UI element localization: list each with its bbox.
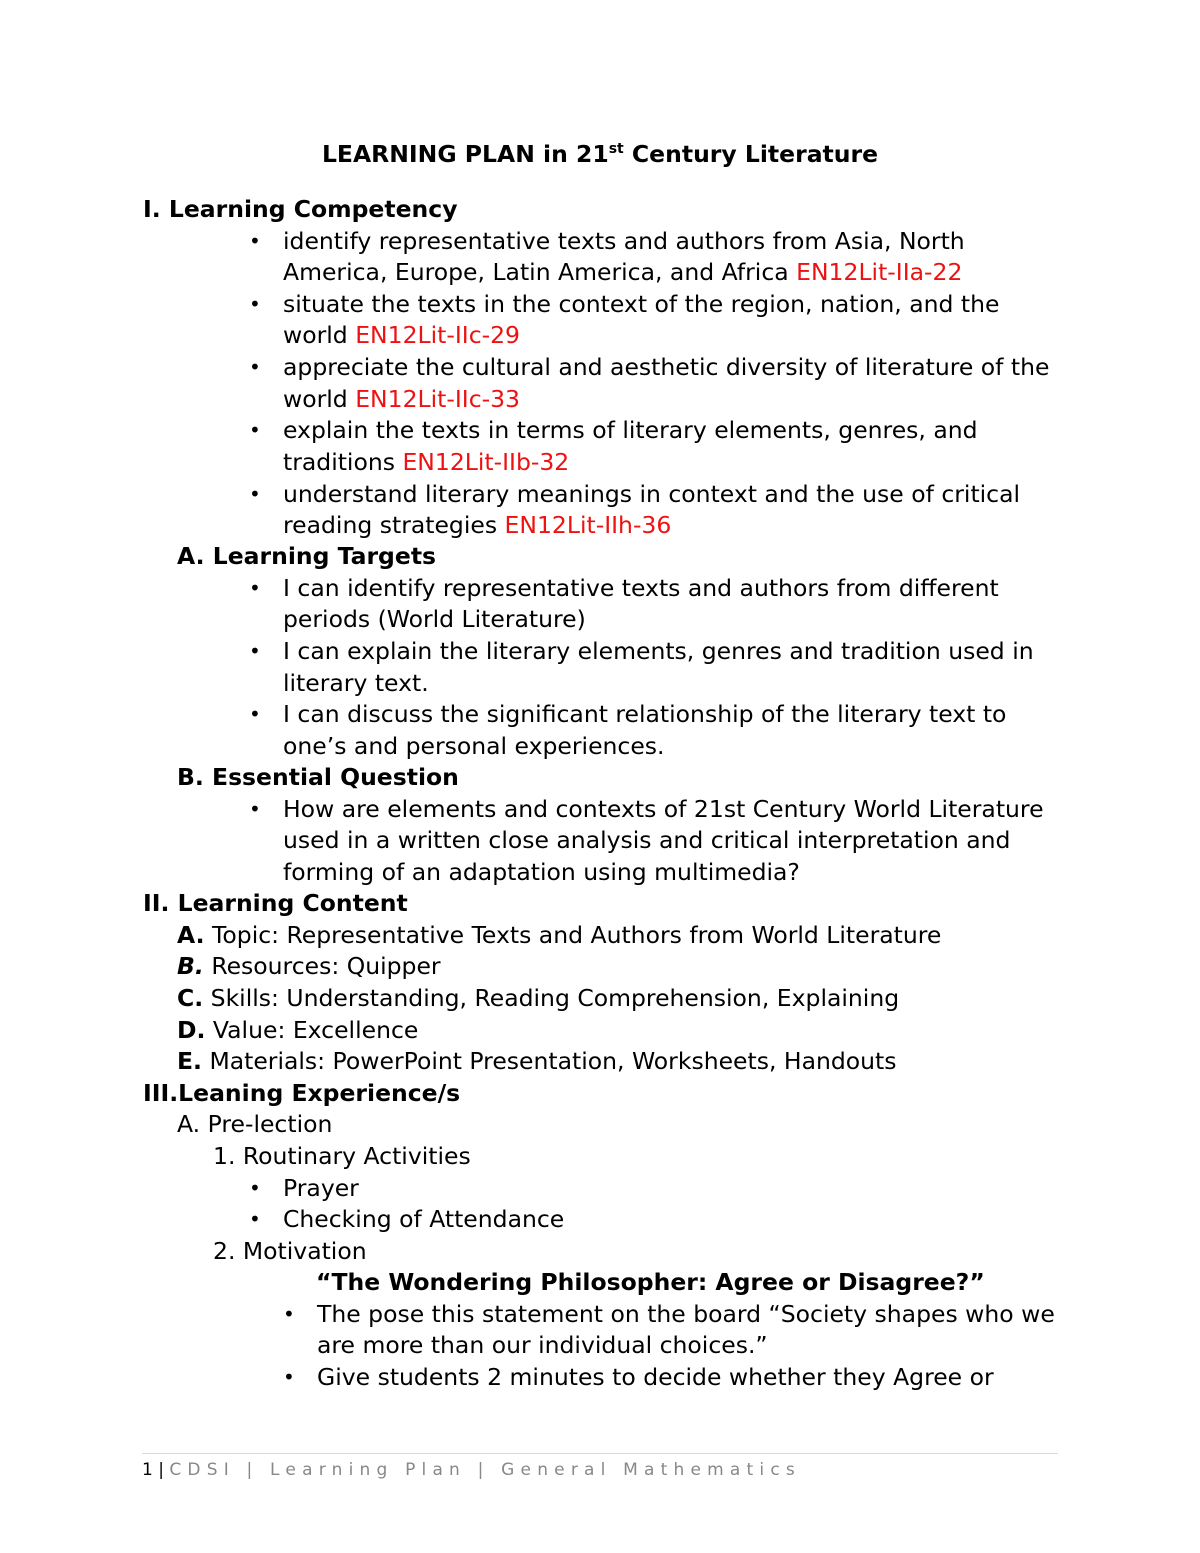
competency-2-line2: world EN12Lit-IIc-29 <box>283 321 520 349</box>
essential-question-line3: forming of an adaptation using multimedia? <box>283 858 800 886</box>
content-item-topic: A. Topic: Representative Texts and Authors from World Literature <box>177 921 942 949</box>
target-2-line2: literary text. <box>283 669 429 697</box>
section-1-heading: I. Learning Competency <box>143 195 458 223</box>
bullet-icon: • <box>249 639 261 663</box>
content-item-materials: E. Materials: PowerPoint Presentation, Worksheets, Handouts <box>177 1047 897 1075</box>
learning-targets-heading: A. Learning Targets <box>177 542 437 570</box>
target-3-line2: one’s and personal experiences. <box>283 732 665 760</box>
bullet-icon: • <box>249 355 261 379</box>
footer-text: CDSI | Learning Plan | General Mathematics <box>169 1460 801 1480</box>
checking-attendance: Checking of Attendance <box>283 1205 565 1233</box>
content-item-resources: B. Resources: Quipper <box>177 952 441 980</box>
target-3-line1: I can discuss the significant relationship of the literary text to <box>283 700 1007 728</box>
motivation-step-1-line1: The pose this statement on the board “Society shapes who we <box>317 1300 1055 1328</box>
prayer: Prayer <box>283 1174 359 1202</box>
content-item-skills: C. Skills: Understanding, Reading Comprehension, Explaining <box>177 984 900 1012</box>
content-item-value: D. Value: Excellence <box>177 1016 419 1044</box>
activity-title: “The Wondering Philosopher: Agree or Disagree?” <box>316 1268 985 1296</box>
bullet-icon: • <box>283 1365 295 1389</box>
bullet-icon: • <box>249 229 261 253</box>
section-3-heading: III.Leaning Experience/s <box>143 1079 461 1107</box>
bullet-icon: • <box>249 482 261 506</box>
competency-4-line1: explain the texts in terms of literary elements, genres, and <box>283 416 978 444</box>
motivation-step-2-line1: Give students 2 minutes to decide whether they Agree or <box>317 1363 994 1391</box>
competency-2-line1: situate the texts in the context of the region, nation, and the <box>283 290 1000 318</box>
bullet-icon: • <box>249 576 261 600</box>
footer-page-number: 1 | <box>142 1460 170 1480</box>
bullet-icon: • <box>249 1207 261 1231</box>
bullet-icon: • <box>283 1302 295 1326</box>
motivation: 2. Motivation <box>213 1237 367 1265</box>
routinary-activities: 1. Routinary Activities <box>213 1142 471 1170</box>
pre-lection: A. Pre-lection <box>177 1110 333 1138</box>
bullet-icon: • <box>249 702 261 726</box>
bullet-icon: • <box>249 292 261 316</box>
bullet-icon: • <box>249 797 261 821</box>
competency-1-line2: America, Europe, Latin America, and Africa EN12Lit-IIa-22 <box>283 258 963 286</box>
competency-5-line1: understand literary meanings in context and the use of critical <box>283 480 1021 508</box>
competency-1-line1: identify representative texts and authors from Asia, North <box>283 227 965 255</box>
essential-question-line1: How are elements and contexts of 21st Century World Literature <box>283 795 1044 823</box>
competency-5-line2: reading strategies EN12Lit-IIh-36 <box>283 511 672 539</box>
motivation-step-1-line2: are more than our individual choices.” <box>317 1331 768 1359</box>
footer-divider <box>142 1453 1058 1454</box>
competency-4-line2: traditions EN12Lit-IIb-32 <box>283 448 570 476</box>
bullet-icon: • <box>249 418 261 442</box>
target-2-line1: I can explain the literary elements, genres and tradition used in <box>283 637 1034 665</box>
target-1-line2: periods (World Literature) <box>283 605 586 633</box>
bullet-icon: • <box>249 1176 261 1200</box>
target-1-line1: I can identify representative texts and authors from different <box>283 574 999 602</box>
essential-question-heading: B. Essential Question <box>177 763 459 791</box>
section-2-heading: II. Learning Content <box>143 889 408 917</box>
essential-question-line2: used in a written close analysis and critical interpretation and <box>283 826 1011 854</box>
competency-3-line2: world EN12Lit-IIc-33 <box>283 385 520 413</box>
page-footer <box>142 1457 801 1483</box>
competency-3-line1: appreciate the cultural and aesthetic diversity of literature of the <box>283 353 1050 381</box>
page-title: LEARNING PLAN in 21st Century Literature <box>321 140 879 168</box>
